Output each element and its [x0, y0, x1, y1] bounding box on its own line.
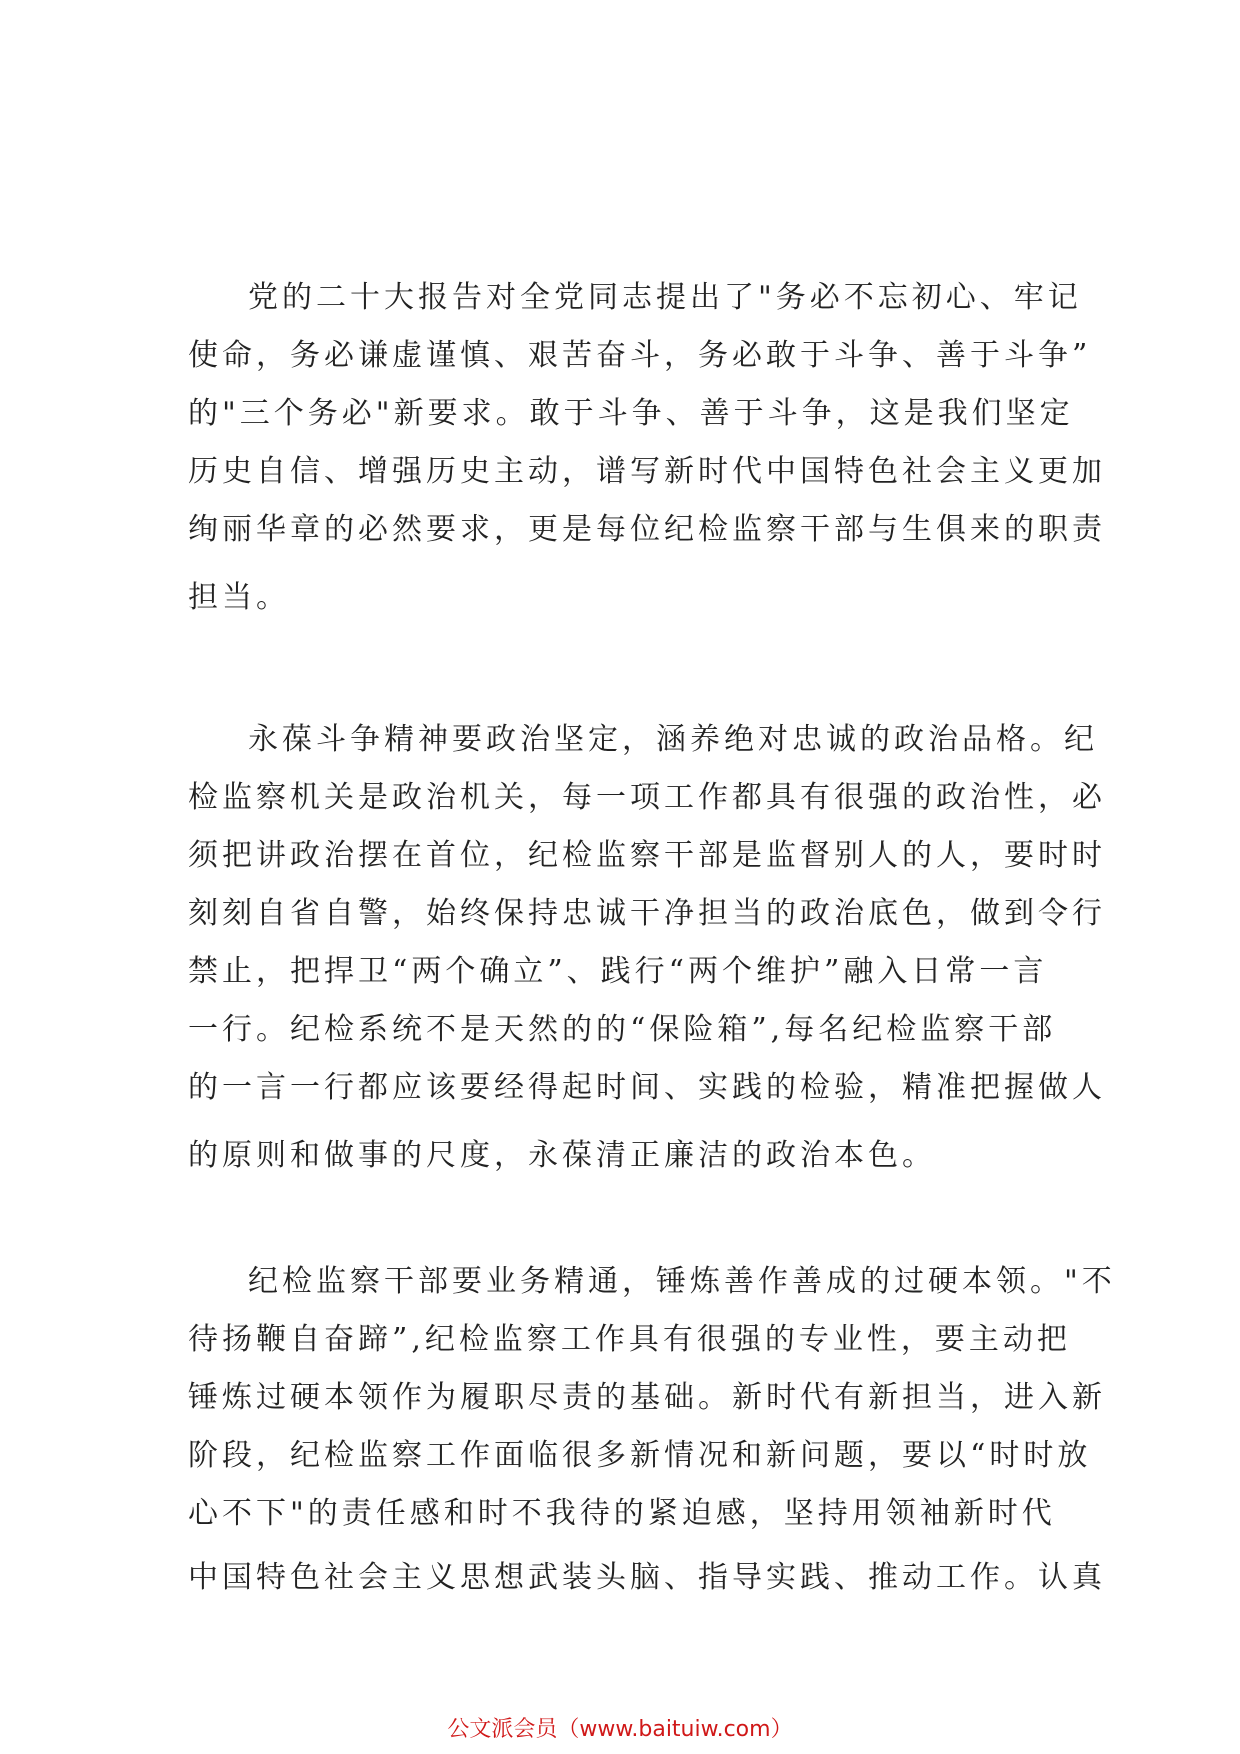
- paragraph-line: 一行。纪检系统不是天然的的“保险箱”,每名纪检监察干部: [188, 1012, 1057, 1047]
- paragraph-line: 检监察机关是政治机关，每一项工作都具有很强的政治性，必: [188, 780, 1106, 815]
- paragraph-line: 须把讲政治摆在首位，纪检监察干部是监督别人的人，要时时: [188, 838, 1106, 873]
- paragraph-line: 刻刻自省自警，始终保持忠诚干净担当的政治底色，做到令行: [188, 896, 1106, 931]
- paragraph-line: 党的二十大报告对全党同志提出了"务必不忘初心、牢记: [248, 280, 1082, 315]
- paragraph-line: 中国特色社会主义思想武装头脑、指导实践、推动工作。认真: [188, 1560, 1106, 1595]
- paragraph-line: 纪检监察干部要业务精通，锤炼善作善成的过硬本领。"不: [248, 1264, 1116, 1299]
- paragraph-line: 担当。: [188, 580, 290, 615]
- paragraph-line: 阶段，纪检监察工作面临很多新情况和新问题，要以“时时放: [188, 1438, 1092, 1473]
- paragraph-line: 禁止，把捍卫“两个确立”、践行“两个维护”融入日常一言: [188, 954, 1048, 989]
- paragraph-line: 的一言一行都应该要经得起时间、实践的检验，精准把握做人: [188, 1070, 1106, 1105]
- paragraph-line: 的"三个务必"新要求。敢于斗争、善于斗争，这是我们坚定: [188, 396, 1074, 431]
- paragraph-line: 锤炼过硬本领作为履职尽责的基础。新时代有新担当，进入新: [188, 1380, 1106, 1415]
- paragraph-line: 的原则和做事的尺度，永葆清正廉洁的政治本色。: [188, 1138, 936, 1173]
- paragraph-line: 绚丽华章的必然要求，更是每位纪检监察干部与生俱来的职责: [188, 512, 1106, 547]
- paragraph-line: 使命，务必谦虚谨慎、艰苦奋斗，务必敢于斗争、善于斗争”: [188, 338, 1092, 373]
- paragraph-line: 永葆斗争精神要政治坚定，涵养绝对忠诚的政治品格。纪: [248, 722, 1098, 757]
- paragraph-line: 心不下"的责任感和时不我待的紧迫感，坚持用领袖新时代: [188, 1496, 1056, 1531]
- footer-watermark: 公文派会员（www.baituiw.com）: [447, 1717, 793, 1742]
- paragraph-line: 待扬鞭自奋蹄”,纪检监察工作具有很强的专业性，要主动把: [188, 1322, 1071, 1357]
- paragraph-line: 历史自信、增强历史主动，谱写新时代中国特色社会主义更加: [188, 454, 1106, 489]
